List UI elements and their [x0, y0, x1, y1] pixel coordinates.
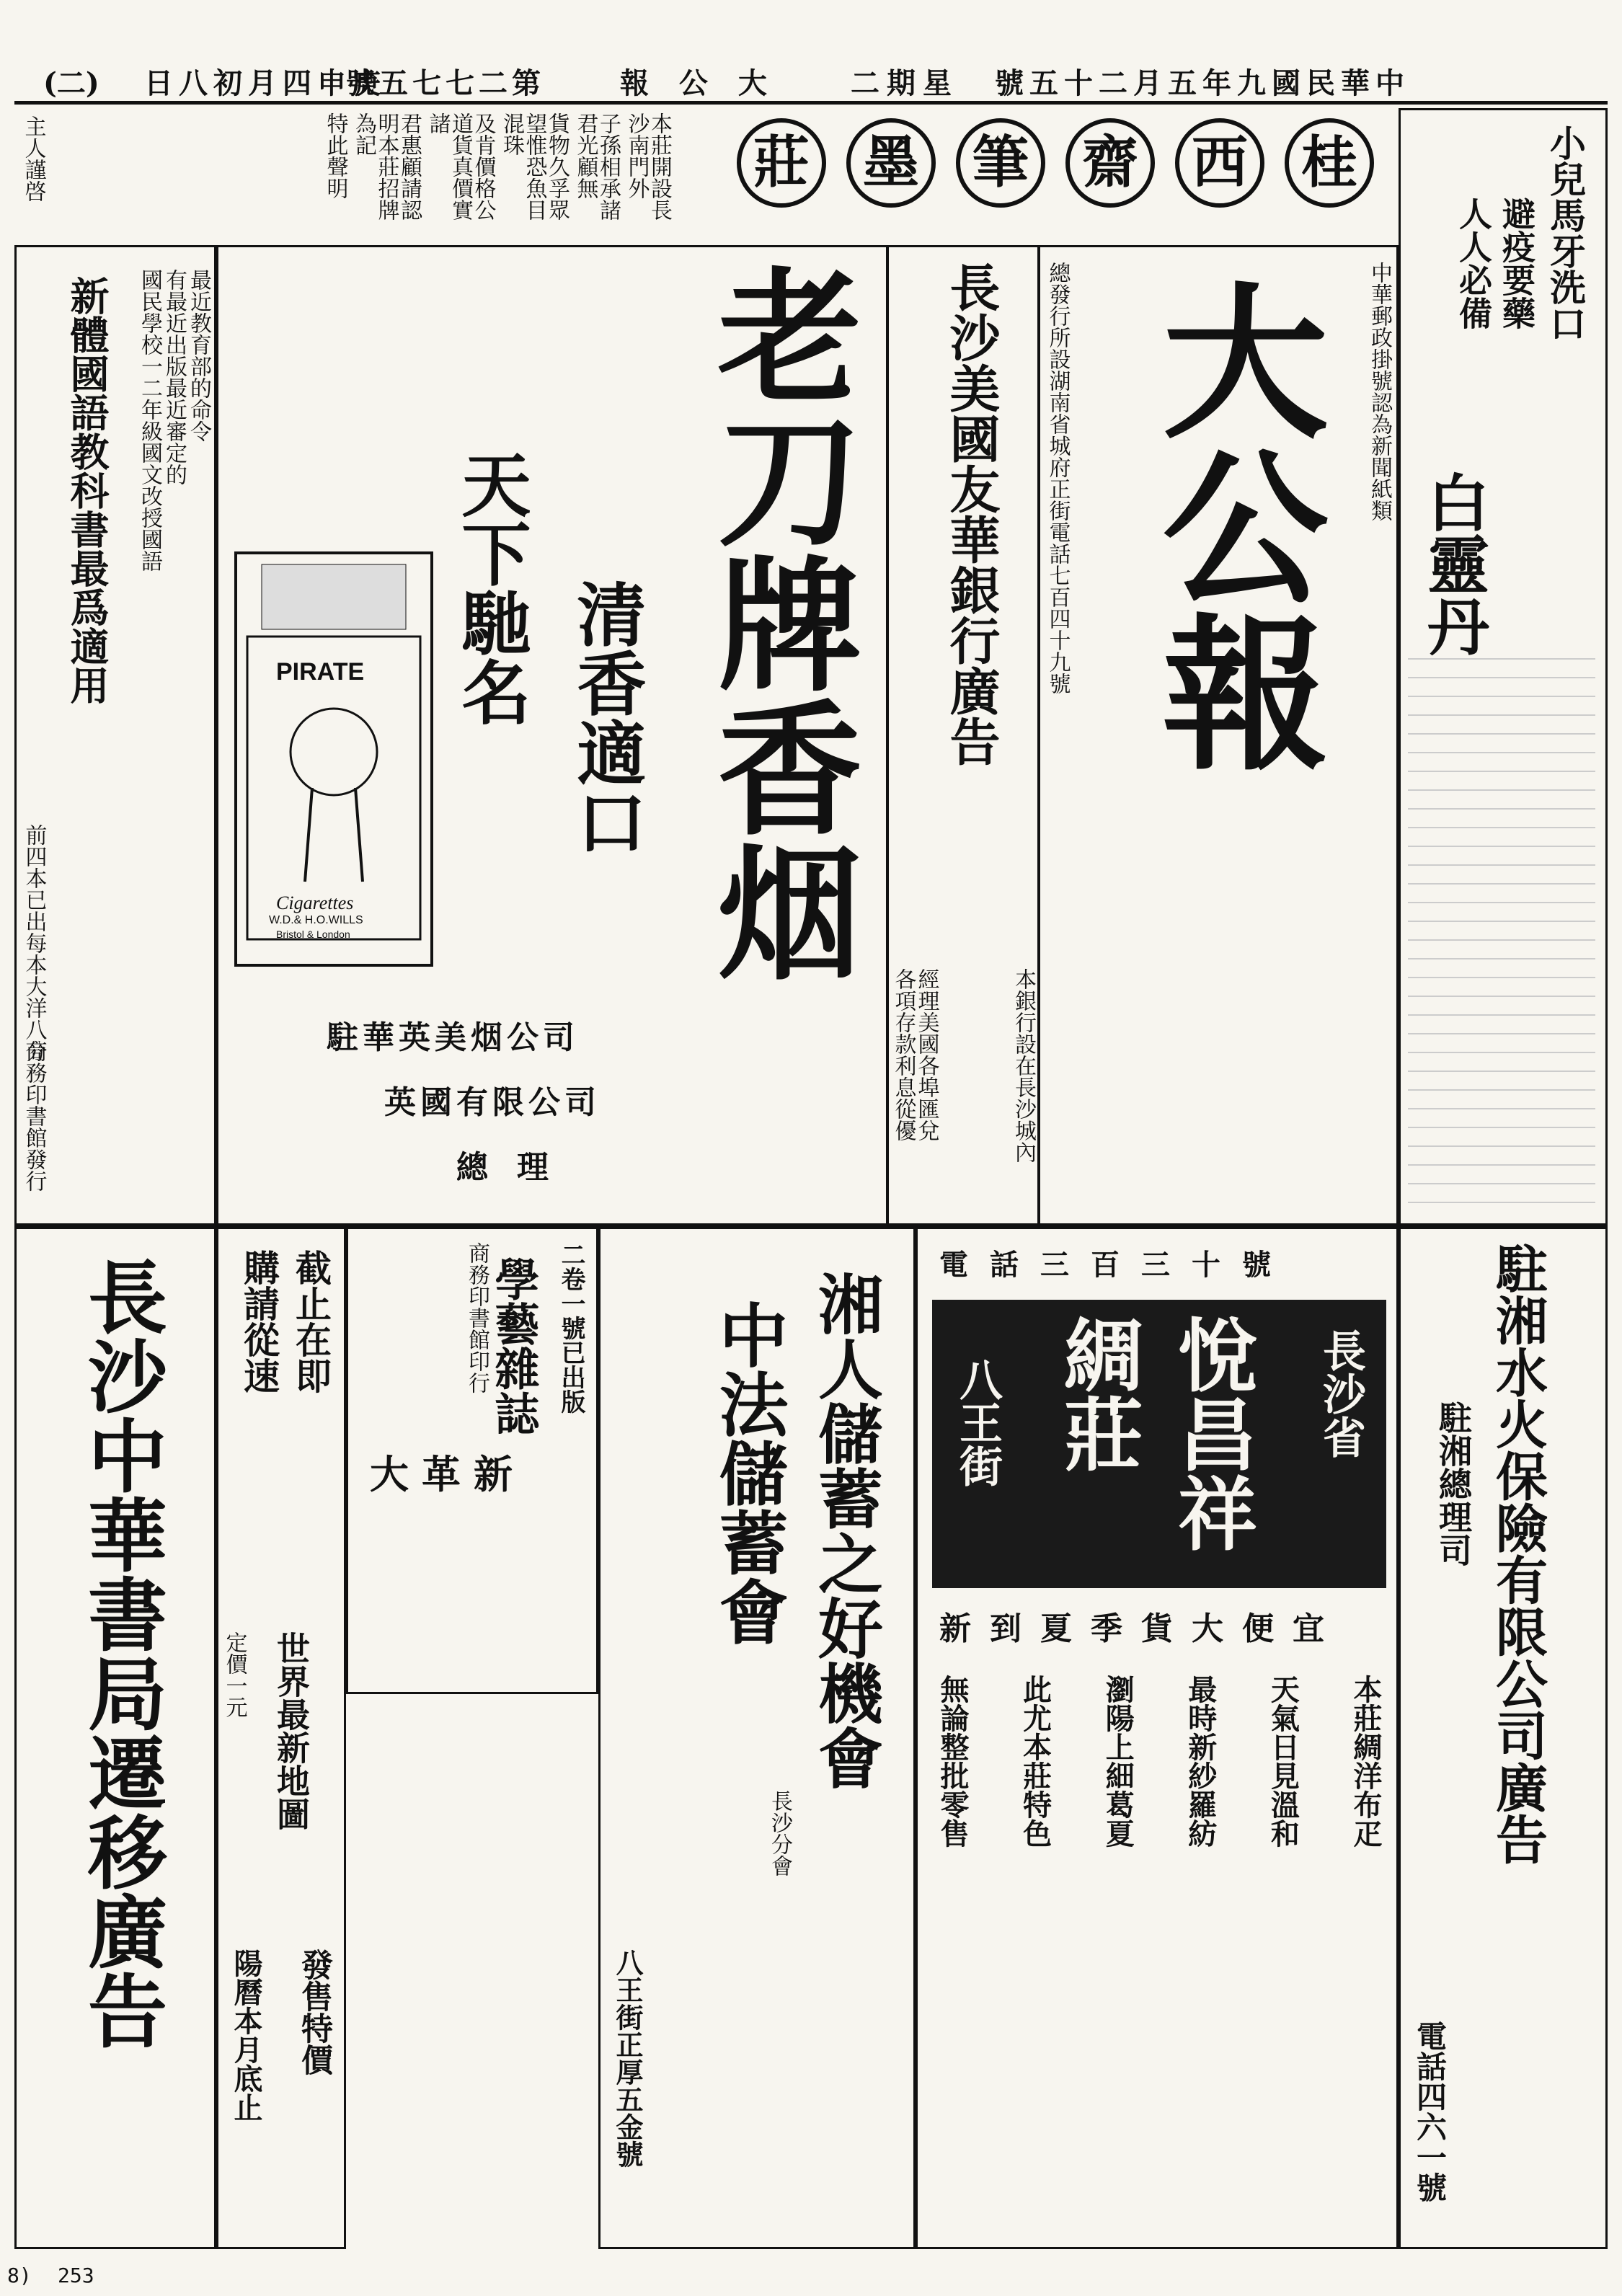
savings-address: 八王街正厚五金號 — [611, 1949, 644, 2168]
baiyu-line: 避疫要藥 — [1497, 197, 1536, 329]
magazine-release: 大革新 — [370, 1451, 526, 1497]
pirate-pack-label: Cigarettes — [276, 892, 354, 913]
guixi-line: 特此聲明 — [322, 112, 348, 199]
textile-item: 最時新紗羅紡 — [1183, 1675, 1218, 1848]
baiyu-title: 白靈丹 — [1417, 471, 1489, 657]
magazine-ad — [346, 1225, 598, 1694]
textile-shop-name: 悅昌祥綢莊 — [1051, 1314, 1258, 1552]
textile-phone: 電話三百三十號 — [939, 1248, 1293, 1282]
textile-province: 長沙省 — [1316, 1329, 1366, 1458]
map-sale-tag: 發售特價 — [296, 1949, 332, 2075]
page-number-label: (二) — [43, 66, 99, 100]
textbook-line: 前四本已出每本大洋八分 — [21, 824, 47, 1062]
bank-line: 各項存款利息從優 — [890, 968, 916, 1141]
lunar-date: 日八初月四申庚 — [144, 66, 386, 100]
masthead — [0, 61, 1622, 100]
guixi-line: 君惠顧請認明本莊招牌為記 — [351, 112, 422, 221]
textbook-ad — [14, 245, 216, 1225]
textbook-publisher: 商務印書館發行 — [21, 1040, 47, 1192]
savings-branch: 長沙分會 — [767, 1790, 792, 1876]
footer-page-num: 253 — [58, 2264, 94, 2287]
dagongbao-line: 總發行所設湖南省城府正街電話七百四十九號 — [1045, 262, 1071, 694]
pirate-title: 老刀牌香烟 — [693, 262, 863, 983]
insurance-ad — [1399, 1225, 1608, 2249]
guixi-char-6: 莊 — [737, 118, 826, 208]
guixi-line: 子孫相承諸君光顧無 — [572, 112, 621, 221]
textile-item: 無論整批零售 — [936, 1675, 970, 1848]
pirate-pack-image — [233, 550, 435, 968]
textbook-line: 有最近出版最近審定的 — [161, 269, 187, 485]
magazine-title: 學藝雜誌 — [487, 1256, 540, 1435]
textile-slogan: 新到夏季貨大便宜 — [939, 1610, 1343, 1647]
guixi-char-2: 西 — [1175, 118, 1264, 208]
guixi-ad — [14, 108, 1399, 223]
guixi-body — [65, 112, 670, 221]
zhonghua-title: 長沙中華書局遷移廣告 — [75, 1256, 168, 2049]
insurance-manager: 駐湘總理司 — [1434, 1401, 1473, 1566]
magazine-publisher: 商務印書館印行 — [464, 1242, 489, 1393]
baiyu-finepaint — [1408, 658, 1595, 1206]
guixi-char-1: 桂 — [1285, 118, 1374, 208]
textbook-title: 新體國語教科書最爲適用 — [64, 276, 110, 704]
bank-line: 本銀行設在長沙城內 — [1011, 968, 1036, 1163]
baiyu-line: 小兒馬牙洗口 — [1544, 125, 1587, 341]
savings-title: 湘人儲蓄之好機會 — [807, 1271, 883, 1790]
textbook-line: 最近教育部的命令 — [186, 269, 211, 442]
gregorian-date: 號五十二月五年九國民華中 — [995, 66, 1410, 100]
footer-code: 8) — [7, 2264, 32, 2287]
pirate-company1: 駐華英美烟公司 — [327, 1019, 579, 1056]
masthead-rule — [14, 101, 1608, 105]
textile-banner — [932, 1300, 1386, 1588]
baiyu-ad — [1399, 108, 1608, 1225]
guixi-char-5: 墨 — [846, 118, 936, 208]
textbook-line: 國民學校一二年級國文改授國語 — [137, 269, 162, 572]
guixi-char-4: 筆 — [956, 118, 1045, 208]
bank-ad — [887, 245, 1040, 1225]
insurance-title: 駐湘水火保險有限公司廣告 — [1487, 1242, 1548, 1865]
issue-number: 號五七七二第 — [346, 66, 545, 100]
map-deadline: 截止在即 — [290, 1249, 332, 1393]
pirate-pack-maker: W.D.& H.O.WILLS — [269, 914, 363, 926]
pirate-pack-brand: PIRATE — [276, 658, 365, 686]
guixi-line: 及肯價格公道貨真價實諸 — [425, 112, 496, 221]
savings-ad — [598, 1225, 916, 2249]
map-urge: 購請從速 — [238, 1249, 280, 1393]
textile-ad — [916, 1225, 1399, 2249]
pirate-company2: 英國有限公司 — [384, 1084, 601, 1121]
insurance-phone: 電話四六一號 — [1412, 2021, 1448, 2202]
pirate-slogan: 天下馳名 — [451, 449, 532, 726]
paper-name: 報 公 大 — [620, 66, 777, 100]
baiyu-line: 人人必備 — [1454, 197, 1493, 329]
guixi-line: 貨物久孚眾望惟恐魚目混珠 — [499, 112, 570, 221]
zhonghua-ad — [14, 1225, 216, 2249]
textile-item: 瀏陽上細葛夏 — [1101, 1675, 1135, 1848]
textile-items — [932, 1675, 1386, 2237]
pirate-pack-city: Bristol & London — [276, 928, 350, 940]
dagongbao-line: 中華郵政掛號認為新聞紙類 — [1367, 262, 1392, 521]
textile-address: 八王街 — [952, 1357, 1003, 1487]
bank-line: 經理美國各埠匯兌 — [913, 968, 939, 1141]
map-price: 定價一元 — [221, 1631, 247, 1718]
savings-subtitle: 中法儲蓄會 — [708, 1300, 789, 1646]
pirate-slogan: 清香適口 — [566, 579, 647, 856]
map-title: 世界最新地圖 — [272, 1631, 311, 1830]
bank-title: 長沙美國友華銀行廣告 — [941, 262, 1001, 766]
textile-item: 本莊綢洋布疋 — [1348, 1675, 1383, 1848]
dagongbao-ad — [1038, 245, 1399, 1225]
magazine-vol: 二卷一號已出版 — [557, 1242, 585, 1414]
map-ad — [216, 1225, 346, 2249]
pirate-company3: 總理 — [456, 1149, 577, 1186]
guixi-title-row — [721, 118, 1384, 208]
guixi-line: 本莊開設長沙南門外 — [624, 112, 672, 221]
textile-item: 天氣日見溫和 — [1266, 1675, 1300, 1848]
guixi-char-3: 齋 — [1065, 118, 1155, 208]
dagongbao-title: 大公報 — [1134, 276, 1329, 774]
guixi-signature: 主人謹啓 — [20, 115, 46, 202]
textile-item: 此尤本莊特色 — [1018, 1675, 1052, 1848]
weekday: 二期星 — [851, 66, 959, 100]
map-calendar: 陽曆本月底止 — [229, 1949, 263, 2122]
pirate-ad — [216, 245, 888, 1225]
